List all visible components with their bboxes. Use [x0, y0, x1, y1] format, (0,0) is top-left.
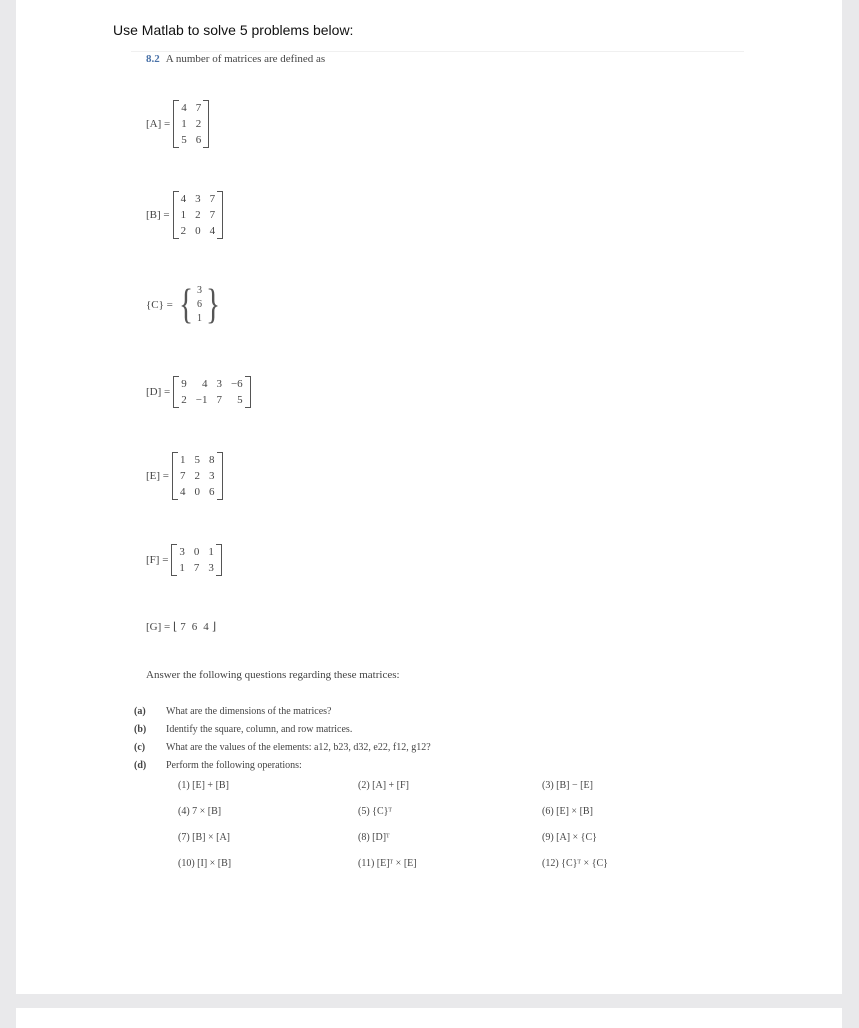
cell: 2 [181, 394, 187, 406]
cell: 8 [209, 454, 215, 466]
operation-item: (1) [E] + [B] [178, 780, 229, 791]
cell: 3 [209, 470, 215, 482]
matrix-d [146, 376, 251, 408]
cell: 3 [197, 285, 203, 296]
matrix-e-label: [E] = [146, 470, 169, 482]
cell: 2 [180, 225, 187, 237]
question-text: Perform the following operations: [166, 760, 302, 771]
matrix-e [146, 452, 223, 500]
question-letter: (b) [134, 724, 147, 735]
problem-text: A number of matrices are defined as [165, 53, 326, 65]
cell: 5 [237, 394, 243, 406]
cell: 7 [180, 621, 186, 633]
cell: 4 [203, 621, 209, 633]
cell: 6 [195, 134, 202, 146]
cell: 4 [180, 486, 186, 498]
problem-number: 8.2 [146, 53, 160, 65]
cell: 7 [195, 102, 202, 114]
question-text: What are the dimensions of the matrices? [166, 706, 332, 717]
cell: 4 [209, 225, 216, 237]
cell: 7 [209, 193, 216, 205]
matrix-a-cells [180, 100, 202, 148]
row-vector-g [146, 620, 216, 633]
cell: 4 [181, 102, 187, 114]
cell: 4 [201, 378, 208, 390]
operation-item: (7) [B] × [A] [178, 832, 231, 843]
operation-item: (8) [D]ᵀ [358, 832, 390, 843]
cell: 9 [181, 378, 187, 390]
list-item [134, 705, 431, 723]
list-item [134, 723, 431, 741]
cell: −6 [230, 378, 243, 390]
operation-item: (12) {C}ᵀ × {C} [542, 858, 608, 869]
question-text: Identify the square, column, and row matrices. [166, 724, 353, 735]
operation-item: (9) [A] × {C} [542, 832, 597, 843]
cell: 1 [180, 209, 187, 221]
cell: 1 [181, 118, 187, 130]
cell: 2 [195, 209, 201, 221]
problem-statement [146, 53, 325, 65]
matrix-f-label: [F] = [146, 554, 169, 566]
matrix-d-cells [180, 376, 243, 408]
list-item [134, 741, 431, 759]
cell: 3 [195, 193, 201, 205]
cell: 2 [195, 118, 202, 130]
matrix-f [146, 544, 222, 576]
cell: 3 [179, 546, 185, 558]
question-letter: (c) [134, 742, 146, 753]
question-text: What are the values of the elements: a12, b23, d32, e22, f12, g12? [166, 742, 431, 753]
cell: 0 [195, 225, 201, 237]
cell: 0 [193, 546, 200, 558]
question-letter: (d) [134, 760, 147, 771]
vector-c-cells [196, 284, 203, 326]
cell: 1 [197, 313, 203, 324]
page-header: Use Matlab to solve 5 problems below: [113, 22, 354, 38]
cell: 4 [180, 193, 187, 205]
operation-item: (2) [A] + [F] [358, 780, 409, 791]
cell: 1 [208, 546, 214, 558]
operation-item: (10) [I] × [B] [178, 858, 232, 869]
cell: 6 [209, 486, 215, 498]
cell: 7 [193, 562, 200, 574]
matrix-a [146, 100, 209, 148]
cell: 5 [194, 454, 200, 466]
matrix-a-label: [A] = [146, 118, 171, 130]
question-list [134, 705, 431, 777]
matrix-f-cells [178, 544, 215, 576]
cell: 3 [216, 378, 222, 390]
row-vector-g-close: ⌋ [211, 621, 217, 633]
question-letter: (a) [134, 706, 146, 717]
row-vector-g-label: [G] = ⌊ [146, 621, 178, 633]
operation-item: (6) [E] × [B] [542, 806, 593, 817]
matrix-d-label: [D] = [146, 386, 171, 398]
cell: 2 [194, 470, 200, 482]
cell: 1 [179, 562, 185, 574]
operations-grid [178, 780, 638, 876]
cell: 1 [180, 454, 186, 466]
cell: 3 [208, 562, 214, 574]
vector-c-label: {C} = [146, 299, 173, 311]
matrix-b [146, 191, 223, 239]
cell: 6 [191, 621, 198, 633]
divider [131, 51, 744, 52]
questions-intro: Answer the following questions regarding these matrices: [146, 669, 400, 681]
matrix-b-label: [B] = [146, 209, 170, 221]
next-page-edge [16, 1008, 842, 1028]
cell: 5 [181, 134, 187, 146]
operation-item: (3) [B] − [E] [542, 780, 593, 791]
list-item [134, 759, 431, 777]
operation-item: (11) [E]ᵀ × [E] [358, 858, 417, 869]
cell: −1 [195, 394, 208, 406]
matrix-e-cells [179, 452, 216, 500]
vector-c: {C} = { 3 6 1 } [146, 282, 221, 328]
operation-item: (5) {C}ᵀ [358, 806, 393, 817]
cell: 7 [180, 470, 186, 482]
matrix-b-cells [180, 191, 217, 239]
cell: 6 [197, 299, 203, 310]
cell: 7 [216, 394, 222, 406]
cell: 0 [194, 486, 200, 498]
cell: 7 [209, 209, 216, 221]
operation-item: (4) 7 × [B] [178, 806, 222, 817]
